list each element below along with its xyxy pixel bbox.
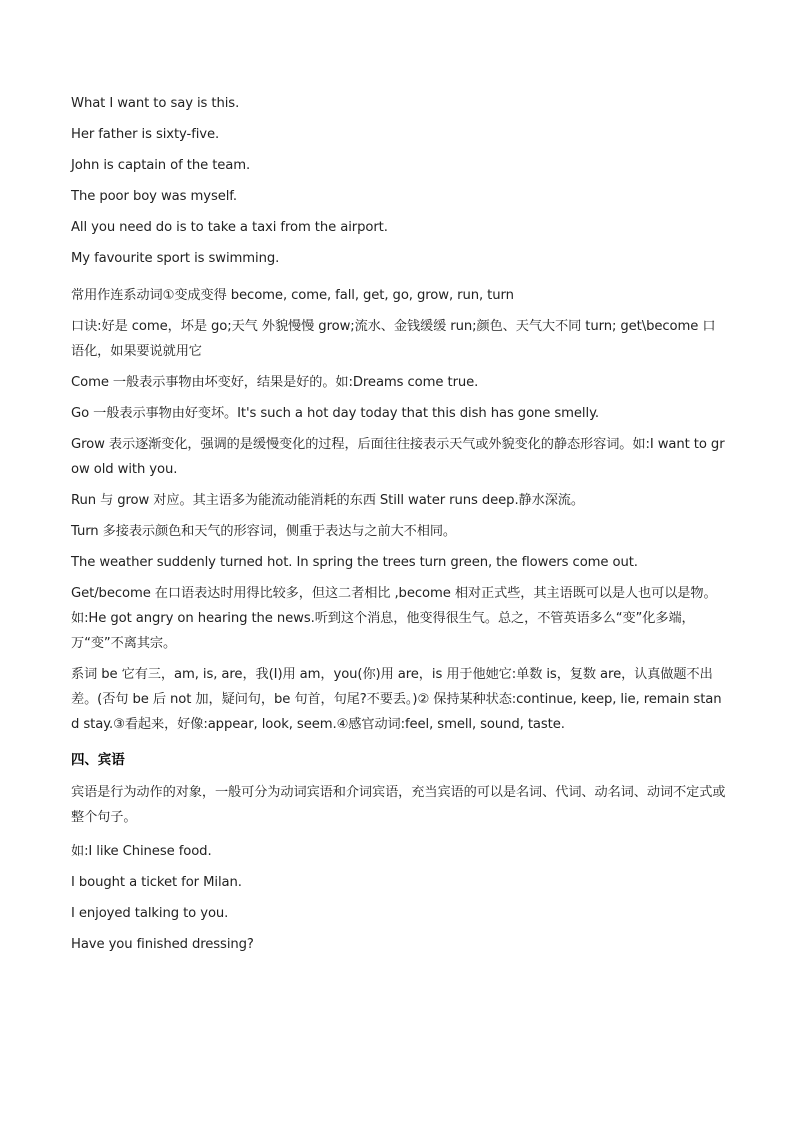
linking-verbs-intro: 常用作连系动词①变成变得 become, come, fall, get, go, grow, run, turn	[71, 288, 514, 303]
section-heading: 四、宾语	[71, 752, 125, 768]
grow-usage: Grow 表示逐渐变化，强调的是缓慢变化的过程，后面往往接表示天气或外貌变化的静态形容词。如:I want to grow old with you.	[71, 437, 725, 477]
example-sentence: What I want to say is this.	[71, 96, 240, 111]
run-usage: Run 与 grow 对应。其主语多为能流动能消耗的东西 Still water runs deep.静水深流。	[71, 493, 584, 508]
turn-example: The weather suddenly turned hot. In spring the trees turn green, the flowers come out.	[71, 555, 638, 570]
get-become-usage: Get/become 在口语表达时用得比较多，但这二者相比 ,become 相对正式些，其主语既可以是人也可以是物。如:He got angry on hearing the news.听到这个消息，他变得很生气。总之，不管英语多么“变”化多端，万“变”不离其宗。	[71, 586, 717, 651]
be-verb-rules: 系词 be 它有三，am, is, are，我(I)用 am，you(你)用 are，is 用于他她它:单数 is，复数 are，认真做题不出差。(否句 be 后 not 加，疑问句，be 句首，句尾?不要丢。)② 保持某种状态:continue, keep, lie, remain stand stay.③看起来，好像:appear, look, seem.④感官动词:feel, smell, sound, taste.	[71, 667, 722, 732]
example-sentence: Have you finished dressing?	[71, 937, 254, 952]
come-usage: Come 一般表示事物由坏变好，结果是好的。如:Dreams come true.	[71, 375, 479, 390]
example-sentence: Her father is sixty-five.	[71, 127, 220, 142]
go-usage: Go 一般表示事物由好变坏。It's such a hot day today that this dish has gone smelly.	[71, 406, 599, 421]
document-page	[71, 88, 726, 960]
example-sentence: I bought a ticket for Milan.	[71, 875, 242, 890]
example-sentence: John is captain of the team.	[71, 158, 251, 173]
example-sentence: The poor boy was myself.	[71, 189, 237, 204]
mnemonic-paragraph: 口诀:好是 come，坏是 go;天气 外貌慢慢 grow;流水、金钱缓缓 run;颜色、天气大不同 turn; get\become 口语化，如果要说就用它	[71, 319, 716, 359]
example-sentence: My favourite sport is swimming.	[71, 251, 280, 266]
example-sentence: 如:I like Chinese food.	[71, 844, 212, 859]
example-sentence: I enjoyed talking to you.	[71, 906, 229, 921]
example-sentence: All you need do is to take a taxi from the airport.	[71, 220, 388, 235]
turn-usage: Turn 多接表示颜色和天气的形容词，侧重于表达与之前大不相同。	[71, 524, 457, 539]
object-intro: 宾语是行为动作的对象，一般可分为动词宾语和介词宾语，充当宾语的可以是名词、代词、动名词、动词不定式或整个句子。	[71, 785, 726, 825]
